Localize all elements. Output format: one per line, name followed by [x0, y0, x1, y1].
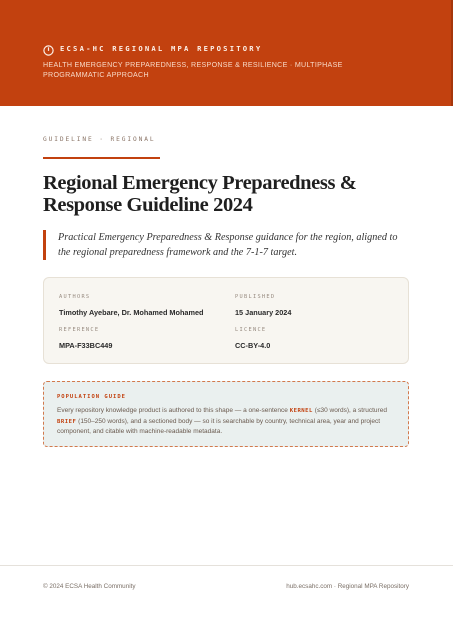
power-icon — [43, 43, 54, 54]
document-lede: Practical Emergency Preparedness & Response guidance for the region, aligned to the regional preparedness framework and the 7-1-7 target. — [43, 230, 409, 260]
brand-name: ECSA-HC REGIONAL MPA REPOSITORY — [60, 43, 263, 53]
kernel-keyword: KERNEL — [289, 408, 313, 414]
footer-copyright: © 2024 ECSA Health Community — [43, 583, 136, 590]
meta-licence-value: CC-BY-4.0 — [235, 341, 271, 350]
metadata-card — [43, 277, 409, 364]
document-title: Regional Emergency Preparedness & Response Guideline 2024 — [43, 172, 357, 216]
meta-published-label: PUBLISHED — [235, 294, 276, 300]
guide-title: POPULATION GUIDE — [57, 394, 126, 400]
meta-published-value: 15 January 2024 — [235, 308, 292, 317]
meta-reference — [59, 327, 112, 350]
guide-text-3: (150–250 words), and a sectioned body — so it is searchable by country, technical area, year and project component, and citable with machine-readable metadata. — [57, 417, 381, 435]
footer-site-link[interactable]: hub.ecsahc.com · Regional MPA Repository — [286, 583, 409, 590]
brief-keyword: BRIEF — [57, 418, 77, 425]
meta-published — [235, 294, 291, 317]
footer-divider — [0, 565, 453, 566]
meta-authors-value: Timothy Ayebare, Dr. Mohamed Mohamed — [59, 308, 204, 317]
header-banner — [0, 0, 453, 106]
guide-body — [57, 406, 396, 438]
meta-licence-label: LICENCE — [235, 327, 267, 333]
meta-licence — [235, 327, 270, 350]
header-tagline: HEALTH EMERGENCY PREPAREDNESS, RESPONSE & RESILIENCE · MULTIPHASE PROGRAMMATIC APPROACH — [43, 61, 343, 79]
guide-text-2: (≤30 words), a structured — [312, 407, 387, 414]
meta-authors — [59, 294, 203, 317]
meta-reference-label: REFERENCE — [59, 327, 100, 333]
population-guide — [43, 381, 409, 447]
accent-rule — [43, 157, 160, 159]
meta-reference-value: MPA-F33BC449 — [59, 341, 113, 350]
brand[interactable] — [43, 42, 262, 54]
meta-authors-label: AUTHORS — [59, 294, 91, 300]
guide-text-1: Every repository knowledge product is authored to this shape — a one-sentence — [57, 407, 290, 414]
document-kicker: GUIDELINE · REGIONAL — [43, 136, 156, 143]
